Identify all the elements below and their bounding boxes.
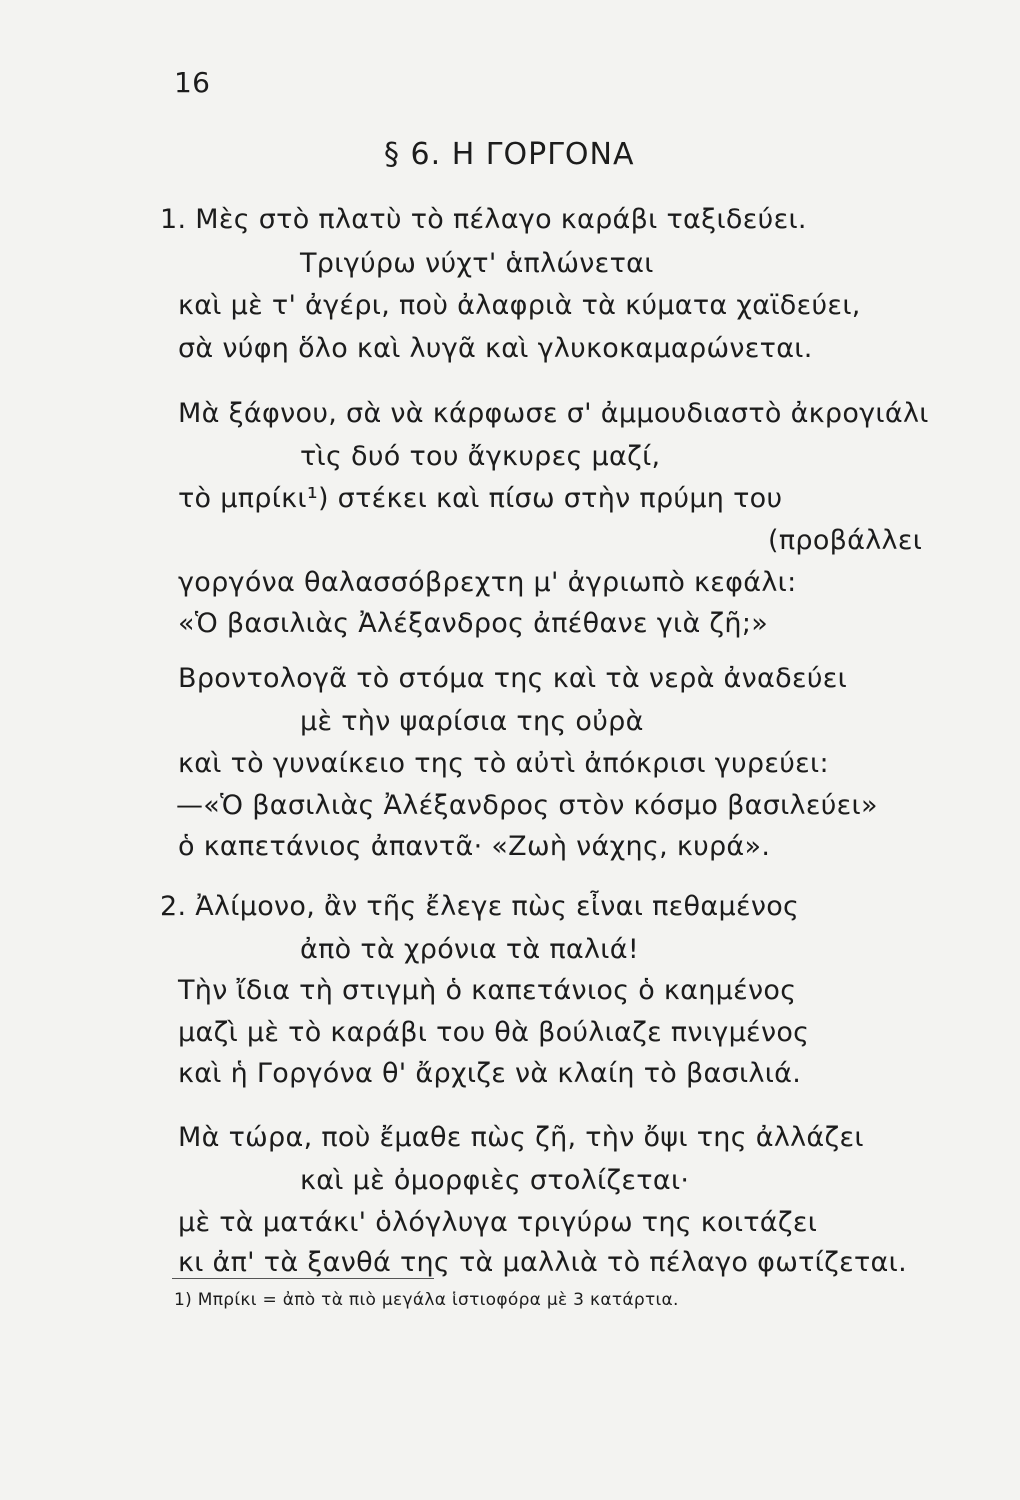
poem-line: Μὰ ξάφνου, σὰ νὰ κάρφωσε σ' ἀμμουδιαστὸ ἀκρογιάλι xyxy=(178,398,929,429)
poem-line: τὶς δυό του ἄγκυρες μαζί, xyxy=(300,441,661,472)
poem-line: μὲ τὴν ψαρίσια της οὐρὰ xyxy=(300,706,644,737)
poem-line: —«Ὁ βασιλιὰς Ἀλέξανδρος στὸν κόσμο βασιλεύει» xyxy=(176,790,878,821)
poem-line: ὁ καπετάνιος ἀπαντᾶ· «Ζωὴ νάχης, κυρά». xyxy=(178,831,771,862)
poem-line: μαζὶ μὲ τὸ καράβι του θὰ βούλιαζε πνιγμένος xyxy=(178,1017,810,1048)
poem-line: Τὴν ἴδια τὴ στιγμὴ ὁ καπετάνιος ὁ καημένος xyxy=(178,975,797,1006)
poem-line: 1. Μὲς στὸ πλατὺ τὸ πέλαγο καράβι ταξιδεύει. xyxy=(160,204,807,235)
footnote-divider xyxy=(172,1278,434,1279)
poem-line: τὸ μπρίκι¹) στέκει καὶ πίσω στὴν πρύμη του xyxy=(178,483,783,514)
poem-line: καὶ τὸ γυναίκειο της τὸ αὐτὶ ἀπόκρισι γυρεύει: xyxy=(178,748,829,779)
poem-line: κι ἀπ' τὰ ξανθά της τὰ μαλλιὰ τὸ πέλαγο φωτίζεται. xyxy=(178,1247,907,1278)
footnote: 1) Μπρίκι = ἀπὸ τὰ πιὸ μεγάλα ἱστιοφόρα μὲ 3 κατάρτια. xyxy=(174,1290,679,1310)
poem-line: Τριγύρω νύχτ' ἁπλώνεται xyxy=(300,248,654,279)
poem-line: καὶ μὲ ὀμορφιὲς στολίζεται· xyxy=(300,1165,690,1196)
poem-line: σὰ νύφη ὅλο καὶ λυγᾶ καὶ γλυκοκαμαρώνεται. xyxy=(178,333,813,364)
section-title: § 6. Η ΓΟΡΓΟΝΑ xyxy=(384,137,635,172)
poem-line: (προβάλλει xyxy=(768,525,923,556)
poem-line: «Ὁ βασιλιὰς Ἀλέξανδρος ἀπέθανε γιὰ ζῆ;» xyxy=(178,608,769,639)
poem-line: μὲ τὰ ματάκι' ὁλόγλυγα τριγύρω της κοιτάζει xyxy=(178,1207,818,1238)
poem-line: 2. Ἀλίμονο, ἂν τῆς ἔλεγε πὼς εἶναι πεθαμένος xyxy=(160,891,800,922)
poem-line: ἀπὸ τὰ χρόνια τὰ παλιά! xyxy=(300,934,639,965)
poem-line: Μὰ τώρα, ποὺ ἔμαθε πὼς ζῆ, τὴν ὄψι της ἀλλάζει xyxy=(178,1122,864,1153)
poem-line: καὶ ἡ Γοργόνα θ' ἄρχιζε νὰ κλαίη τὸ βασιλιά. xyxy=(178,1058,802,1089)
poem-line: Βροντολογᾶ τὸ στόμα της καὶ τὰ νερὰ ἀναδεύει xyxy=(178,663,848,694)
page-number: 16 xyxy=(174,66,211,99)
poem-line: γοργόνα θαλασσόβρεχτη μ' ἀγριωπὸ κεφάλι: xyxy=(178,567,797,598)
poem-line: καὶ μὲ τ' ἀγέρι, ποὺ ἀλαφριὰ τὰ κύματα χαϊδεύει, xyxy=(178,290,861,321)
